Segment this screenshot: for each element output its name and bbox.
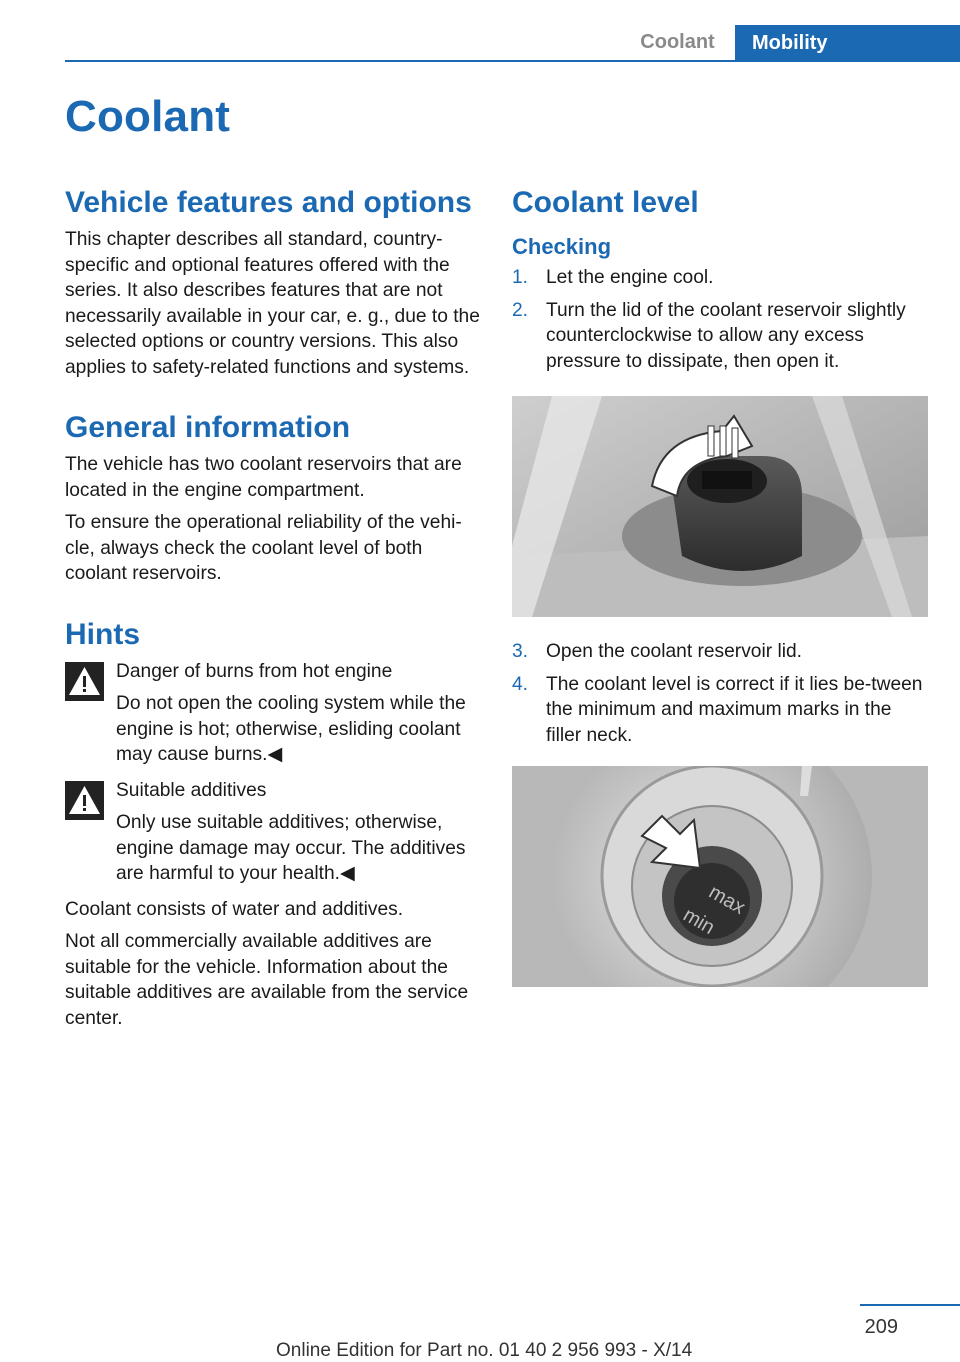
page-number: 209 (864, 1316, 898, 1338)
left-column (65, 185, 480, 1038)
coolant-reservoir-lid-image (512, 396, 928, 617)
step-number: 1. (512, 267, 529, 288)
warning-additives (65, 778, 480, 887)
steps-list-a (512, 265, 928, 374)
right-column (512, 185, 928, 1009)
warning-hot-engine (65, 659, 480, 768)
footer-rule (860, 1304, 960, 1306)
header-rule (65, 60, 960, 62)
warning-title: Suitable additives (116, 779, 267, 801)
step-text: Open the coolant reservoir lid. (546, 641, 802, 662)
warning-body: Do not open the cooling system while the engine is hot; otherwise, esliding coolant may cause burns.◀ (116, 693, 466, 765)
footer-edition: Online Edition for Part no. 01 40 2 956 993 - X/14 (276, 1340, 693, 1361)
warning-triangle-icon (65, 781, 104, 820)
header-chapter-tab: Mobility (735, 25, 960, 62)
heading-coolant-level: Coolant level (512, 186, 699, 219)
steps-list-b (512, 639, 928, 748)
warning-triangle-icon (65, 662, 104, 701)
step-number: 4. (512, 673, 529, 695)
heading-general-information: General information (65, 411, 351, 444)
step-text: The coolant level is correct if it lies be‐tween the minimum and maximum marks in the filler neck. (546, 673, 923, 746)
step-number: 2. (512, 299, 529, 321)
paragraph-additives-1: Coolant consists of water and additives. (65, 898, 404, 920)
step-number: 3. (512, 641, 529, 662)
paragraph-general-2: To ensure the operational reliability of the vehi‐cle, always check the coolant level of both coolant reservoirs. (65, 512, 462, 584)
paragraph-vehicle-features: This chapter describes all standard, country-specific and optional features offered with the series. It also describes features that are not necessarily available in your car, e. g., due to the selected options or country versions. This also applies to safety-related functions and systems. (65, 229, 480, 378)
list-item (512, 672, 928, 749)
step-text: Let the engine cool. (546, 267, 714, 288)
heading-checking: Checking (512, 234, 612, 259)
paragraph-general-1: The vehicle has two coolant reservoirs that are located in the engine compartment. (65, 454, 462, 501)
filler-neck-image (512, 766, 928, 987)
heading-vehicle-features: Vehicle features and options (65, 186, 472, 219)
warning-title: Danger of burns from hot engine (116, 660, 393, 682)
paragraph-additives-2: Not all commercially available additives are suitable for the vehicle. Information about the suitable additives are available from the service center. (65, 931, 469, 1029)
warning-body: Only use suitable additives; otherwise, engine damage may occur. The additives are harmful to your health.◀ (116, 812, 466, 884)
list-item (512, 265, 928, 291)
heading-hints: Hints (65, 617, 140, 651)
list-item (512, 639, 928, 665)
page-title: Coolant (65, 92, 231, 141)
max-mark-label: max (705, 881, 749, 919)
step-text: Turn the lid of the coolant reservoir slightly counterclockwise to allow any excess pressure to dissipate, then open it. (546, 299, 906, 372)
min-mark-label: min (679, 903, 719, 940)
header-section-label: Coolant (640, 31, 715, 53)
list-item (512, 298, 928, 375)
